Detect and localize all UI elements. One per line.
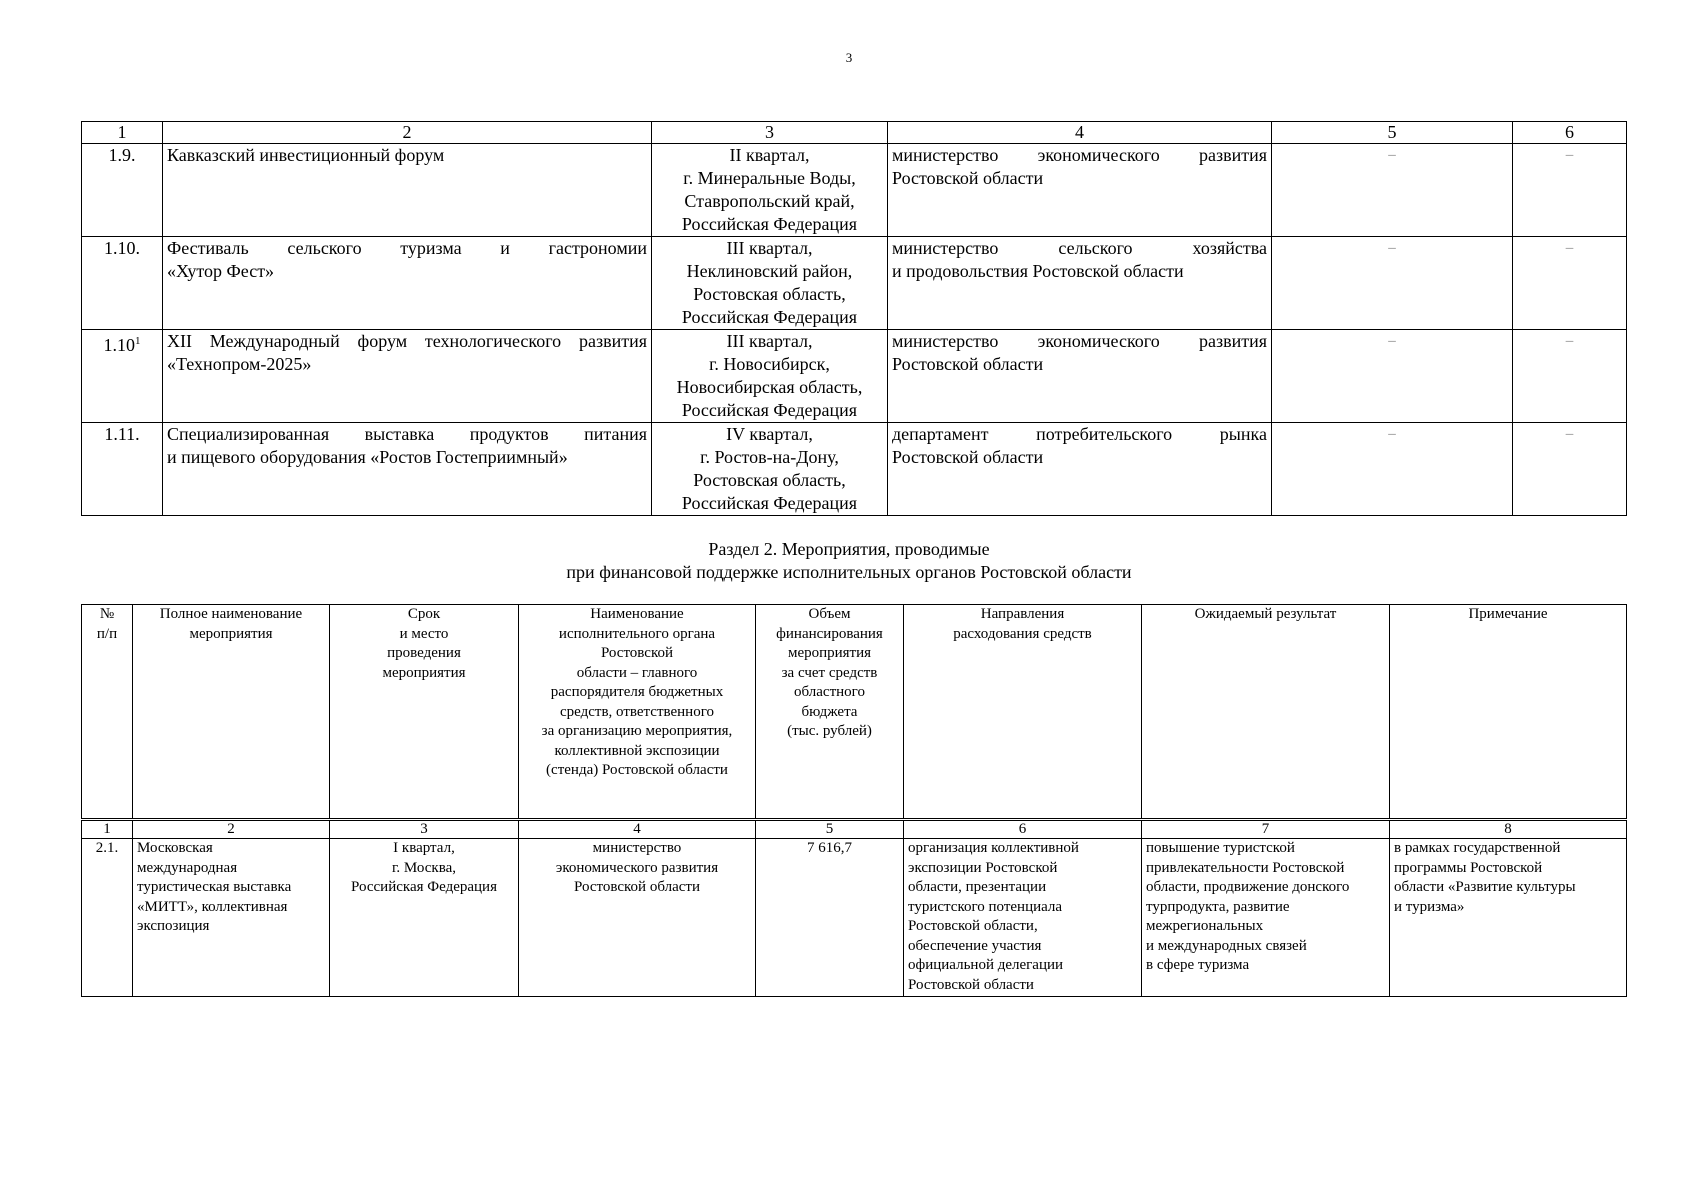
text-line: мероприятия [189, 625, 273, 642]
text-line: Примечание [1468, 606, 1548, 622]
column-header [1390, 605, 1627, 820]
text-line: за счет средств [781, 664, 878, 681]
spending-directions [904, 839, 1142, 997]
column-number: 5 [1272, 122, 1513, 144]
event-name [163, 237, 652, 330]
events-table-section1 [81, 121, 1627, 516]
row-number-text: 1.10 [103, 335, 135, 355]
table-row [82, 144, 1627, 237]
text-line: Российская Федерация [681, 307, 858, 327]
text-line: г. Ростов-на-Дону, [700, 447, 839, 467]
row-number [82, 330, 163, 423]
text-line: Ростовской области [574, 879, 700, 895]
text-line: экономического развития [555, 859, 719, 876]
text-line: распорядителя бюджетных [550, 684, 724, 700]
table-row [82, 839, 1627, 997]
event-name [163, 144, 652, 237]
column-5-value: – [1272, 144, 1513, 237]
column-number: 3 [330, 820, 519, 839]
row-number [82, 237, 163, 330]
text-line: области «Развитие культуры [1394, 879, 1576, 895]
column-header [330, 605, 519, 820]
column-number: 4 [888, 122, 1272, 144]
text-line: официальной делегации [908, 957, 1064, 973]
column-number-row [82, 122, 1627, 144]
text-line: Объем [808, 606, 851, 622]
text-line: межрегиональных [1146, 918, 1264, 934]
event-name [163, 330, 652, 423]
text-line: III квартал, [726, 238, 813, 258]
text-line: II квартал, [729, 145, 810, 165]
text-line: финансирования [776, 625, 883, 642]
text-line: обеспечение участия [908, 937, 1042, 954]
column-5-value: – [1272, 237, 1513, 330]
column-6-value: – [1513, 144, 1627, 237]
text-line: и туризма» [1394, 898, 1465, 915]
column-number: 5 [756, 820, 904, 839]
text-line: расходования средств [953, 625, 1092, 642]
text-line: Ставропольский край, [684, 191, 855, 211]
text-line: области, презентации [908, 879, 1047, 895]
column-6-value: – [1513, 423, 1627, 516]
section-2-title [0, 538, 1698, 584]
text-line: Ростовская область, [693, 284, 846, 304]
column-6-value: – [1513, 237, 1627, 330]
column-6-value: – [1513, 330, 1627, 423]
text-line: г. Минеральные Воды, [683, 168, 856, 188]
column-number: 7 [1142, 820, 1390, 839]
row-number-superscript: 1 [135, 335, 141, 347]
text-line: повышение туристской [1146, 840, 1295, 856]
text-line: Ожидаемый результат [1194, 606, 1337, 622]
event-time-place [652, 423, 888, 516]
text-line: XII Международный форум технологического развития [167, 331, 647, 351]
text-line: Кавказский инвестиционный форум [167, 145, 445, 165]
column-header [756, 605, 904, 820]
text-line: министерство сельского хозяйства [892, 238, 1267, 258]
funding-amount: 7 616,7 [756, 839, 904, 997]
text-line: Ростовской области [908, 976, 1034, 993]
text-line: «МИТТ», коллективная [137, 898, 288, 915]
text-line: (стенда) Ростовской области [546, 762, 728, 778]
text-line: коллективной экспозиции [554, 742, 720, 759]
row-number-text: 1.10. [104, 238, 140, 258]
text-line: № [99, 606, 115, 622]
text-line: Ростовской области [892, 447, 1044, 467]
table-row [82, 237, 1627, 330]
text-line: турпродукта, развитие [1146, 898, 1290, 915]
row-number [82, 144, 163, 237]
events-table-section1-body [82, 122, 1627, 516]
text-line: I квартал, [393, 840, 455, 856]
text-line: экспозиции Ростовской [908, 859, 1058, 876]
text-line: (тыс. рублей) [787, 723, 872, 739]
text-line: области – главного [576, 664, 698, 681]
row-number-text: 1.11. [104, 424, 140, 444]
text-line: департамент потребительского рынка [892, 424, 1267, 444]
text-line: и продовольствия Ростовской области [892, 261, 1184, 281]
responsible-organization [888, 144, 1272, 237]
section-2-title-line: при финансовой поддержке исполнительных органов Ростовской области [566, 562, 1132, 582]
text-line: международная [137, 859, 238, 876]
text-line: мероприятия [787, 645, 872, 661]
responsible-organization [888, 423, 1272, 516]
text-line: Направления [980, 606, 1065, 622]
note [1390, 839, 1627, 997]
text-line: Российская Федерация [681, 400, 858, 420]
events-table-section2 [81, 604, 1627, 997]
text-line: III квартал, [726, 331, 813, 351]
text-line: «Технопром-2025» [167, 354, 312, 374]
text-line: Новосибирская область, [676, 377, 863, 397]
text-line: министерство экономического развития [892, 331, 1267, 351]
column-number: 2 [133, 820, 330, 839]
text-line: Российская Федерация [351, 879, 497, 895]
text-line: областного [794, 684, 865, 700]
text-line: исполнительного органа [558, 625, 716, 642]
text-line: бюджета [801, 703, 858, 720]
event-time-place [652, 330, 888, 423]
text-line: г. Новосибирск, [709, 354, 830, 374]
text-line: IV квартал, [726, 424, 813, 444]
column-header [133, 605, 330, 820]
text-line: Фестиваль сельского туризма и гастрономии [167, 238, 647, 258]
text-line: мероприятия [382, 664, 466, 681]
text-line: Российская Федерация [681, 493, 858, 513]
text-line: области, продвижение донского [1146, 879, 1350, 895]
responsible-organization [519, 839, 756, 997]
event-time-place [330, 839, 519, 997]
text-line: привлекательности Ростовской [1146, 859, 1345, 876]
text-line: Специализированная выставка продуктов питания [167, 424, 647, 444]
text-line: Ростовской области [892, 354, 1044, 374]
text-line: Ростовской области, [908, 918, 1038, 934]
text-line: Срок [407, 606, 441, 622]
column-header [519, 605, 756, 820]
text-line: и место [399, 625, 449, 642]
text-line: в сфере туризма [1146, 957, 1250, 973]
table-row [82, 423, 1627, 516]
text-line: за организацию мероприятия, [541, 723, 733, 739]
row-number: 2.1. [82, 839, 133, 997]
column-header [1142, 605, 1390, 820]
column-number: 6 [1513, 122, 1627, 144]
text-line: министерство экономического развития [892, 145, 1267, 165]
expected-result [1142, 839, 1390, 997]
text-line: Ростовской области [892, 168, 1044, 188]
column-header [82, 605, 133, 820]
text-line: Московская [137, 840, 213, 856]
column-number: 3 [652, 122, 888, 144]
column-number: 2 [163, 122, 652, 144]
column-5-value: – [1272, 330, 1513, 423]
column-number-row [82, 820, 1627, 839]
text-line: и пищевого оборудования «Ростов Гостеприимный» [167, 447, 568, 467]
column-number: 6 [904, 820, 1142, 839]
event-name [133, 839, 330, 997]
section-2-title-line: Раздел 2. Мероприятия, проводимые [708, 539, 990, 559]
event-time-place [652, 144, 888, 237]
column-number: 1 [82, 122, 163, 144]
column-number: 8 [1390, 820, 1627, 839]
text-line: Наименование [590, 606, 684, 622]
responsible-organization [888, 237, 1272, 330]
text-line: туристского потенциала [908, 898, 1063, 915]
text-line: проведения [387, 645, 461, 661]
row-number [82, 423, 163, 516]
text-line: г. Москва, [391, 859, 457, 876]
text-line: п/п [96, 625, 118, 642]
text-line: программы Ростовской [1394, 859, 1543, 876]
text-line: Ростовская область, [693, 470, 846, 490]
responsible-organization [888, 330, 1272, 423]
text-line: Ростовской [600, 645, 674, 661]
text-line: туристическая выставка [137, 879, 292, 895]
text-line: и международных связей [1146, 937, 1307, 954]
column-number: 1 [82, 820, 133, 839]
text-line: «Хутор Фест» [167, 261, 275, 281]
column-header [904, 605, 1142, 820]
page-number: 3 [845, 50, 853, 65]
text-line: средств, ответственного [560, 703, 714, 720]
text-line: Неклиновский район, [686, 261, 853, 281]
text-line: министерство [592, 840, 682, 856]
table-row [82, 330, 1627, 423]
row-number-text: 1.9. [108, 145, 136, 165]
column-5-value: – [1272, 423, 1513, 516]
text-line: Российская Федерация [681, 214, 858, 234]
event-name [163, 423, 652, 516]
text-line: в рамках государственной [1394, 840, 1561, 856]
column-number: 4 [519, 820, 756, 839]
text-line: экспозиция [137, 918, 210, 934]
text-line: Полное наименование [159, 606, 303, 622]
event-time-place [652, 237, 888, 330]
table-header-row [82, 605, 1627, 820]
text-line: организация коллективной [908, 840, 1079, 856]
